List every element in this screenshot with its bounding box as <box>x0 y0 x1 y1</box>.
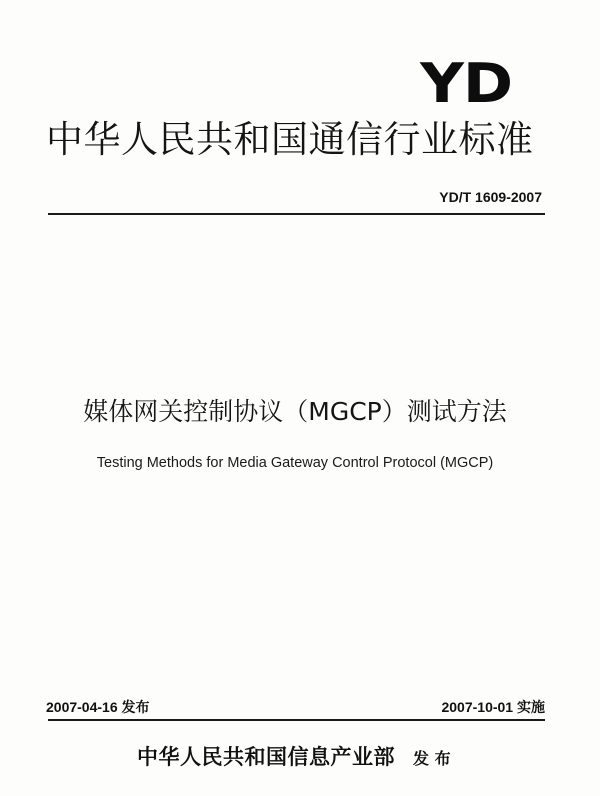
issuing-action-label: 发 布 <box>413 749 451 768</box>
footer-divider <box>48 719 545 721</box>
standard-number: YD/T 1609-2007 <box>439 189 542 205</box>
effective-date: 2007-10-01 实施 <box>441 699 545 715</box>
header-divider <box>48 213 545 215</box>
publish-date: 2007-04-16 发布 <box>46 699 150 715</box>
yd-logo: YD <box>420 52 512 115</box>
issuing-authority: 中华人民共和国信息产业部 <box>137 745 395 769</box>
document-title-english: Testing Methods for Media Gateway Control Protocol (MGCP) <box>96 455 494 471</box>
document-title-chinese: 媒体网关控制协议（MGCP）测试方法 <box>83 397 507 426</box>
standard-category-heading: 中华人民共和国通信行业标准 <box>46 118 534 161</box>
